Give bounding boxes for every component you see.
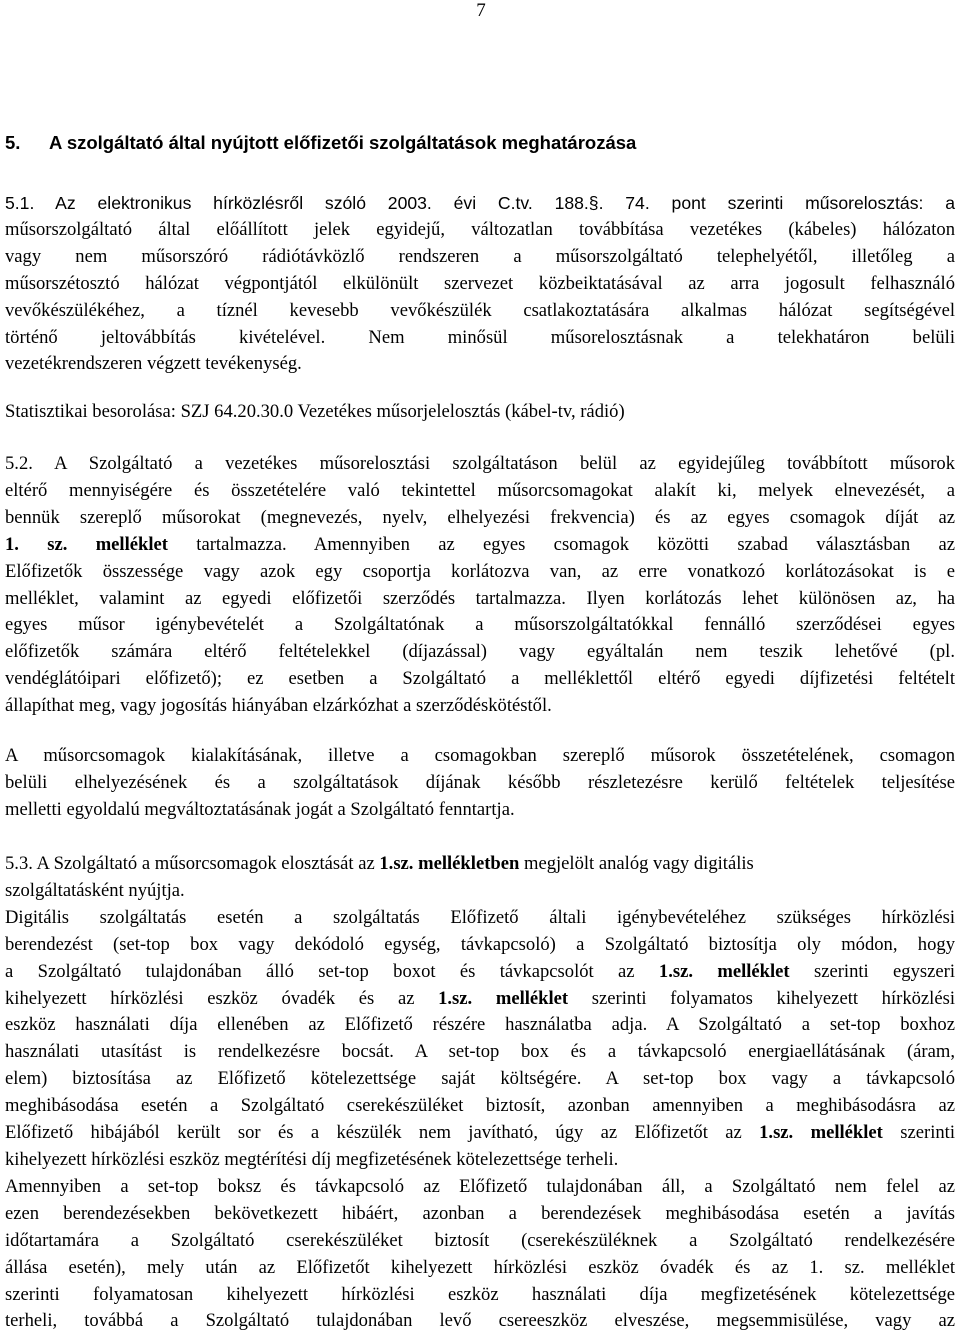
packages-line: A műsorcsomagok kialakításának, illetve a csomagokban szereplő műsorok összetételének, csomagon — [5, 745, 955, 766]
section-5-1-line: vezetékrendszeren végzett tevékenység. — [5, 353, 302, 375]
digital-text: szerinti egyszeri — [789, 960, 955, 982]
section-5-1-line: 5.1. Az elektronikus hírközlésről szóló 2003. évi C.tv. 188.§. 74. pont szerinti műsorelosztás: a — [5, 193, 955, 213]
section-5-2-line: Előfizetők összessége vagy azok egy csoportja korlátozva van, az erre vonatkozó korlátozásokat is e — [5, 560, 955, 582]
section-5-3-text: megjelölt analóg vagy digitális — [519, 853, 754, 874]
annex-reference: 1.sz. mellékletben — [379, 853, 520, 874]
digital-line: elem) biztosítása az Előfizető kötelezettsége saját költségére. A set-top box vagy a távkapcsoló — [5, 1068, 955, 1090]
statistics-classification: Statisztikai besorolása: SZJ 64.20.30.0 Vezetékes műsorjelelosztás (kábel-tv, rádió) — [5, 401, 625, 422]
digital-line: eszköz használati díja ellenében az Előfizető részére használatba adja. A Szolgáltató a set-top boxhoz — [5, 1014, 955, 1036]
ownership-line: szerinti folyamatosan kihelyezett hírközlési eszköz használati díja megfizetésének kötelezettsége — [5, 1283, 955, 1305]
section-5-3-line — [5, 851, 955, 878]
section-5-1-line: műsorszétosztó hálózat végpontjától elkülönült szervezet közbeiktatásával az arra jogosult felhasználó — [5, 272, 955, 294]
digital-text: szerinti — [882, 1122, 955, 1144]
section-5-2-line: egyes műsor igénybevételét a Szolgáltatónak a műsorszolgáltatókkal fennálló szerződései egyes — [5, 614, 955, 636]
annex-reference: 1.sz. melléklet — [658, 960, 790, 982]
section-5-2-line: melléklet, valamint az egyedi előfizetői szerződés tartalmazza. Ilyen korlátozás lehet különösen az, ha — [5, 587, 955, 609]
section-heading-number: 5. — [5, 132, 21, 153]
section-5-1-line: történő jeltovábbítás kivételével. Nem minősül műsorelosztásnak a telekhatáron belüli — [5, 326, 955, 348]
digital-line: Digitális szolgáltatás esetén a szolgáltatás Előfizető általi igénybevételéhez szükséges hírközlési — [5, 906, 955, 928]
packages-paragraph — [5, 743, 955, 824]
section-5-1-line: vagy nem műsorszóró rádiótávközlő rendszeren a műsorszolgáltató telephelyétől, illetőleg a — [5, 245, 955, 267]
ownership-line: Amennyiben a set-top boksz és távkapcsoló az Előfizető tulajdonában áll, a Szolgáltató nem felel az — [5, 1175, 955, 1197]
section-5-3-text: 5.3. A Szolgáltató a műsorcsomagok elosztását az — [5, 853, 380, 874]
section-5-2-line: állapíthat meg, vagy jogosítás hiányában elzárkózhat a szerződéskötéstől. — [5, 695, 552, 717]
ownership-line: ezen berendezésekben bekövetkezett hibáért, azonban a berendezések meghibásodása esetén a javítás — [5, 1202, 955, 1224]
ownership-line: időtartamára a Szolgáltató cserekészüléket biztosít (cserekészüléknek a Szolgáltató rendelkezésére — [5, 1229, 955, 1251]
packages-line: belüli elhelyezésének és a szolgáltatások díjának később részletezésre kerülő feltételek teljesítése — [5, 771, 955, 793]
digital-line: használati utasítást is rendelkezésre bocsát. A set-top box és a távkapcsoló energiaellátásának (áram, — [5, 1041, 955, 1063]
packages-line: melletti egyoldalú megváltoztatásának jogát a Szolgáltató fenntartja. — [5, 798, 515, 820]
digital-line — [5, 959, 955, 986]
section-5-2-line: 5.2. A Szolgáltató a vezetékes műsorelosztási szolgáltatáson belül az egyidejűleg továbbított műsorok — [5, 453, 955, 474]
ownership-line: terheli, továbbá a Szolgáltató tulajdonában levő csereeszköz elveszése, megsemmisülése, vagy az — [5, 1310, 955, 1332]
section-5-1-line: vevőkészülékéhez, a tíznél kevesebb vevőkészülék csatlakoztatására alkalmas hálózat segítségével — [5, 299, 955, 321]
section-5-3 — [5, 851, 955, 1335]
section-5-1-line: műsorszolgáltató által előállított jelek egyidejű, változatlan továbbítása vezetékes (kábeles) hálózaton — [5, 218, 955, 240]
digital-text: kihelyezett hírközlési eszköz óvadék és az — [5, 987, 439, 1009]
annex-reference: 1. sz. melléklet — [5, 533, 168, 555]
section-5-2-line — [5, 532, 955, 559]
digital-line — [5, 986, 955, 1013]
section-heading-title: A szolgáltató által nyújtott előfizetői szolgáltatások meghatározása — [49, 132, 637, 153]
section-5-3-line: szolgáltatásként nyújtja. — [5, 879, 185, 901]
digital-text: szerinti folyamatos kihelyezett hírközlési — [568, 987, 956, 1009]
digital-line: meghibásodása esetén a Szolgáltató cserekészüléket biztosít, azonban amennyiben a meghibásodásra az — [5, 1095, 955, 1117]
digital-line — [5, 1120, 955, 1147]
section-5-2-text: tartalmazza. Amennyiben az egyes csomagok közötti szabad választásban az — [167, 533, 955, 555]
section-5-2-line: bennük szereplő műsorokat (megnevezés, nyelv, elhelyezési frekvencia) és az egyes csomagok díját az — [5, 506, 955, 528]
section-5-2-line: vendéglátóipari előfizető); ez esetben a Szolgáltató a melléklettől eltérő egyedi díjfizetési feltételt — [5, 668, 955, 690]
section-5-2-line: előfizetők számára eltérő feltételekkel (díjazással) vagy egyáltalán nem teszik lehetővé (pl. — [5, 641, 955, 663]
digital-line: berendezést (set-top box vagy dekódoló egység, távkapcsoló) a Szolgáltató biztosítja oly módon, hogy — [5, 933, 955, 955]
section-heading — [5, 131, 955, 155]
annex-reference: 1.sz. melléklet — [438, 987, 569, 1009]
section-5-1 — [5, 190, 955, 378]
section-5-2 — [5, 451, 955, 720]
digital-text: Előfizető hibájából került sor és a készülék nem javítható, úgy az Előfizetőt az — [5, 1122, 760, 1144]
section-5-2-line: eltérő mennyiségére és összetételére való tekintettel műsorcsomagokat alakít ki, melyek elnevezését, a — [5, 479, 955, 501]
annex-reference: 1.sz. melléklet — [759, 1122, 883, 1144]
digital-text: a Szolgáltató tulajdonában álló set-top boxot és távkapcsolót az — [5, 960, 659, 982]
digital-line: kihelyezett hírközlési eszköz megtérítési díj megfizetésének kötelezettsége terheli. — [5, 1148, 619, 1170]
page-number: 7 — [476, 0, 486, 21]
ownership-line: állása esetén), mely után az Előfizetőt kihelyezett hírközlési eszköz óvadék és az 1. sz. melléklet — [5, 1256, 955, 1278]
